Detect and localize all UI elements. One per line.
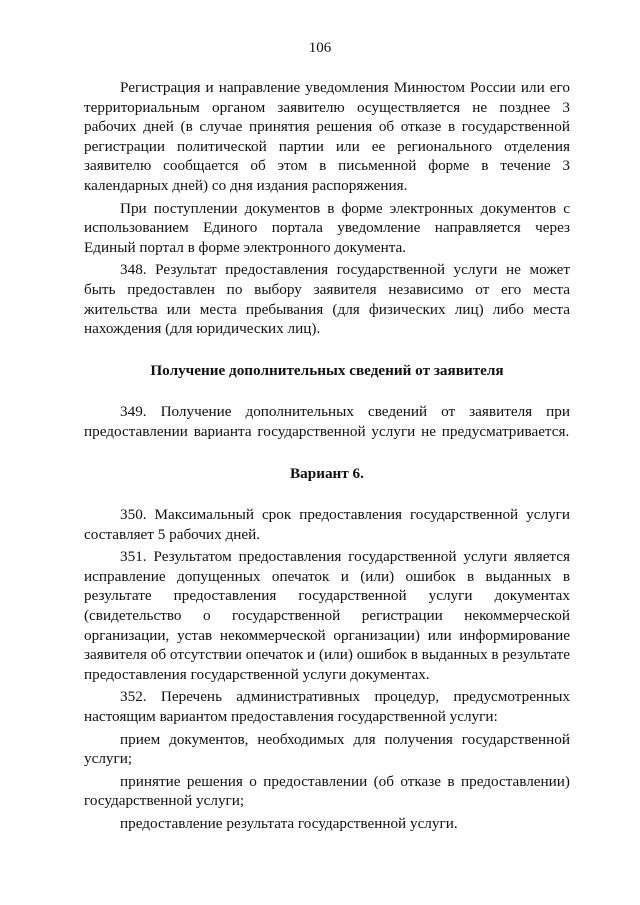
section-heading-variant-6: Вариант 6. bbox=[290, 464, 364, 482]
procedure-item-provide-result: предоставление результата государственной услуги. bbox=[120, 815, 458, 832]
paragraph-electronic-documents: При поступлении документов в форме электронных документов с использованием Единого портала уведомление направляется через Единый портал в форме электронного документа. bbox=[84, 199, 570, 256]
procedure-item-decision: принятие решения о предоставлении (об отказе в предоставлении) государственной услуги; bbox=[84, 772, 570, 810]
procedure-item-accept-documents: прием документов, необходимых для получения государственной услуги; bbox=[84, 730, 570, 768]
document-body bbox=[84, 78, 570, 834]
section-heading-additional-info: Получение дополнительных сведений от заявителя bbox=[150, 361, 504, 379]
paragraph-registration-notice: Регистрация и направление уведомления Минюстом России или его территориальным органом заявителю осуществляется не позднее 3 рабочих дней (в случае принятия решения об отказе в государственной регистрации политической партии или ее регионального отделения заявителю сообщается об этом в письменной форме в течение 3 календарных дней) со дня издания распоряжения. bbox=[84, 79, 570, 194]
paragraph-351: 351. Результатом предоставления государственной услуги является исправление допущенных опечаток и (или) ошибок в выданных в результате предоставления государственной услуги документах (свидетельство о государственной регистрации некоммерческой организации, устав некоммерческой организации) или информирование заявителя об отсутствии опечаток и (или) ошибок в выданных в результате предоставления государственной услуги документах. bbox=[84, 548, 570, 683]
page-number: 106 bbox=[308, 40, 332, 56]
paragraph-352: 352. Перечень административных процедур, предусмотренных настоящим вариантом предоставления государственной услуги: bbox=[84, 688, 570, 726]
paragraph-348: 348. Результат предоставления государственной услуги не может быть предоставлен по выбору заявителя независимо от его места жительства или места пребывания (для физических лиц) либо места нахождения (для юридических лиц). bbox=[84, 261, 570, 338]
paragraph-350: 350. Максимальный срок предоставления государственной услуги составляет 5 рабочих дней. bbox=[84, 506, 570, 543]
paragraph-349: 349. Получение дополнительных сведений от заявителя при предоставлении варианта государственной услуги не предусматривается. bbox=[84, 403, 570, 440]
